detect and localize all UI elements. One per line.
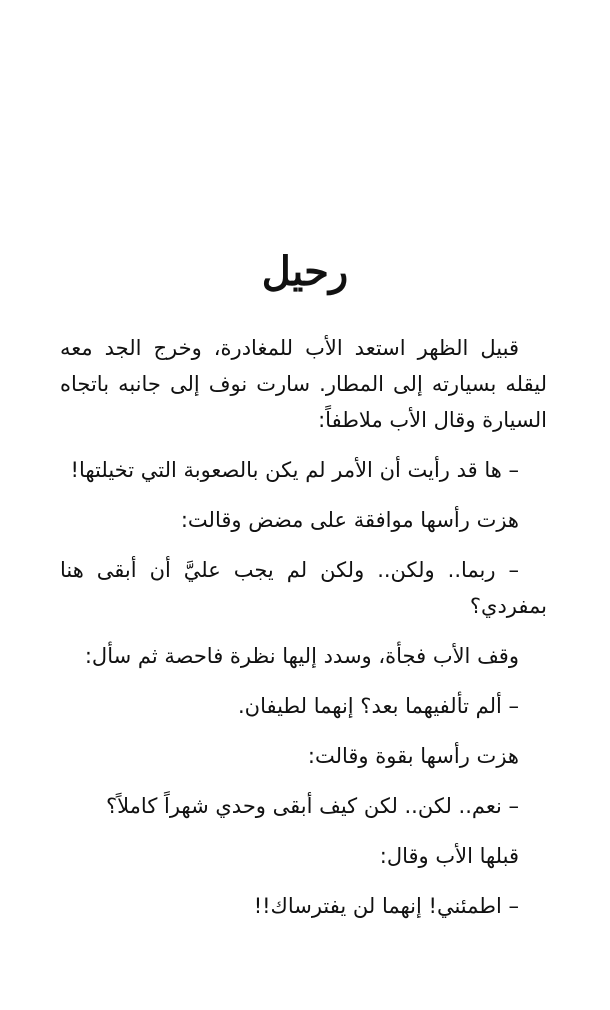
paragraph-5: وقف الأب فجأة، وسدد إليها نظرة فاحصة ثم سأل: [84, 644, 519, 668]
chapter-body [60, 330, 547, 938]
paragraph-7: هزت رأسها بقوة وقالت: [307, 744, 519, 768]
chapter-title: رحيل [261, 248, 349, 295]
paragraph-3: هزت رأسها موافقة على مضض وقالت: [180, 508, 519, 532]
paragraph-4: – ربما.. ولكن.. ولكن لم يجب عليَّ أن أبقى هنا بمفردي؟ [60, 558, 547, 618]
paragraph-2: – ها قد رأيت أن الأمر لم يكن بالصعوبة التي تخيلتها! [70, 458, 519, 482]
paragraph-9: قبلها الأب وقال: [379, 844, 519, 868]
paragraph-8: – نعم.. لكن.. لكن كيف أبقى وحدي شهراً كاملاً؟ [106, 794, 519, 818]
paragraph-6: – ألم تألفيهما بعد؟ إنهما لطيفان. [237, 694, 519, 718]
paragraph-10: – اطمئني! إنهما لن يفترساك!! [253, 894, 519, 918]
paragraph-1: قبيل الظهر استعد الأب للمغادرة، وخرج الجد معه ليقله بسيارته إلى المطار. سارت نوف إلى جانبه باتجاه السيارة وقال الأب ملاطفاً: [60, 336, 547, 432]
